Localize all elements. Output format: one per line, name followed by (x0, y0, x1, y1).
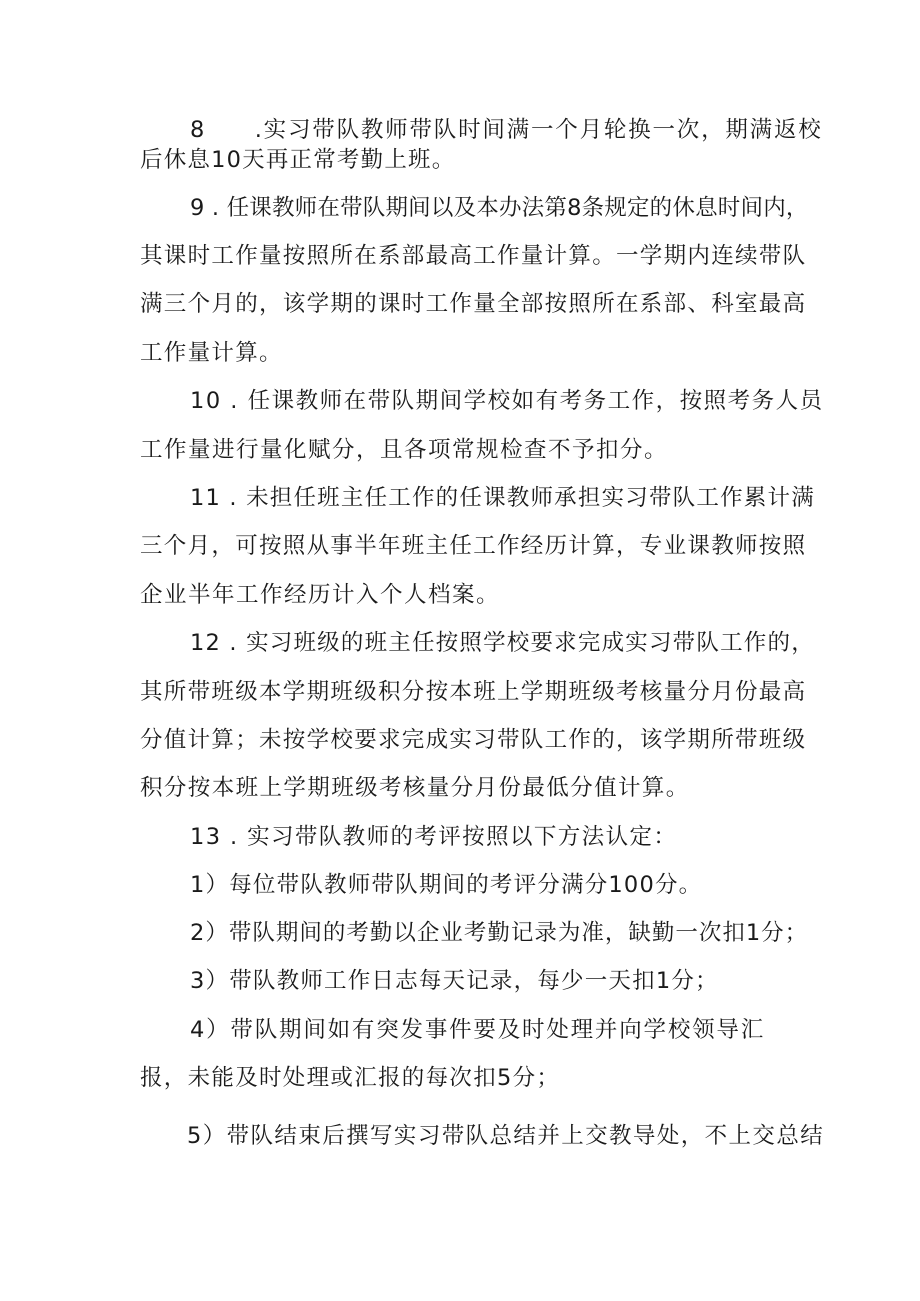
list-item-line: 1）每位带队教师带队期间的考评分满分100分。 (190, 872, 703, 898)
paragraph-line: 其所带班级本学期班级积分按本班上学期班级考核量分月份最高 (140, 679, 807, 705)
list-item-line: 2）带队期间的考勤以企业考勤记录为准，缺勤一次扣1分； (190, 920, 809, 946)
paragraph-line: 工作量进行量化赋分，且各项常规检查不予扣分。 (140, 437, 669, 463)
list-item-line: 5）带队结束后撰写实习带队总结并上交教导处，不上交总结 (187, 1123, 825, 1149)
paragraph-line: 三个月，可按照从事半年班主任工作经历计算，专业课教师按照 (140, 533, 807, 559)
paragraph-line: 后休息10天再正常考勤上班。 (140, 147, 456, 173)
paragraph-line: 11 . 未担任班主任工作的任课教师承担实习带队工作累计满 (190, 485, 815, 511)
paragraph-line: 8 .实习带队教师带队时间满一个月轮换一次，期满返校 (190, 117, 823, 143)
list-item-line: 报，未能及时处理或汇报的每次扣5分； (140, 1065, 561, 1091)
paragraph-line: 12 . 实习班级的班主任按照学校要求完成实习带队工作的， (190, 630, 815, 656)
paragraph-line: 9 . 任课教师在带队期间以及本办法第8条规定的休息时间内， (190, 195, 809, 221)
paragraph-line: 10 . 任课教师在带队期间学校如有考务工作，按照考务人员 (190, 388, 824, 414)
paragraph-line: 其课时工作量按照所在系部最高工作量计算。一学期内连续带队 (140, 243, 807, 269)
list-item-line: 4）带队期间如有突发事件要及时处理并向学校领导汇 (190, 1017, 766, 1043)
paragraph-line: 分值计算；未按学校要求完成实习带队工作的，该学期所带班级 (140, 727, 807, 753)
paragraph-line: 13 . 实习带队教师的考评按照以下方法认定： (190, 824, 678, 850)
paragraph-line: 工作量计算。 (140, 340, 283, 366)
list-item-line: 3）带队教师工作日志每天记录，每少一天扣1分； (190, 968, 719, 994)
paragraph-line: 企业半年工作经历计入个人档案。 (140, 582, 501, 608)
paragraph-line: 积分按本班上学期班级考核量分月份最低分值计算。 (140, 775, 690, 801)
paragraph-line: 满三个月的，该学期的课时工作量全部按照所在系部、科室最高 (140, 291, 807, 317)
